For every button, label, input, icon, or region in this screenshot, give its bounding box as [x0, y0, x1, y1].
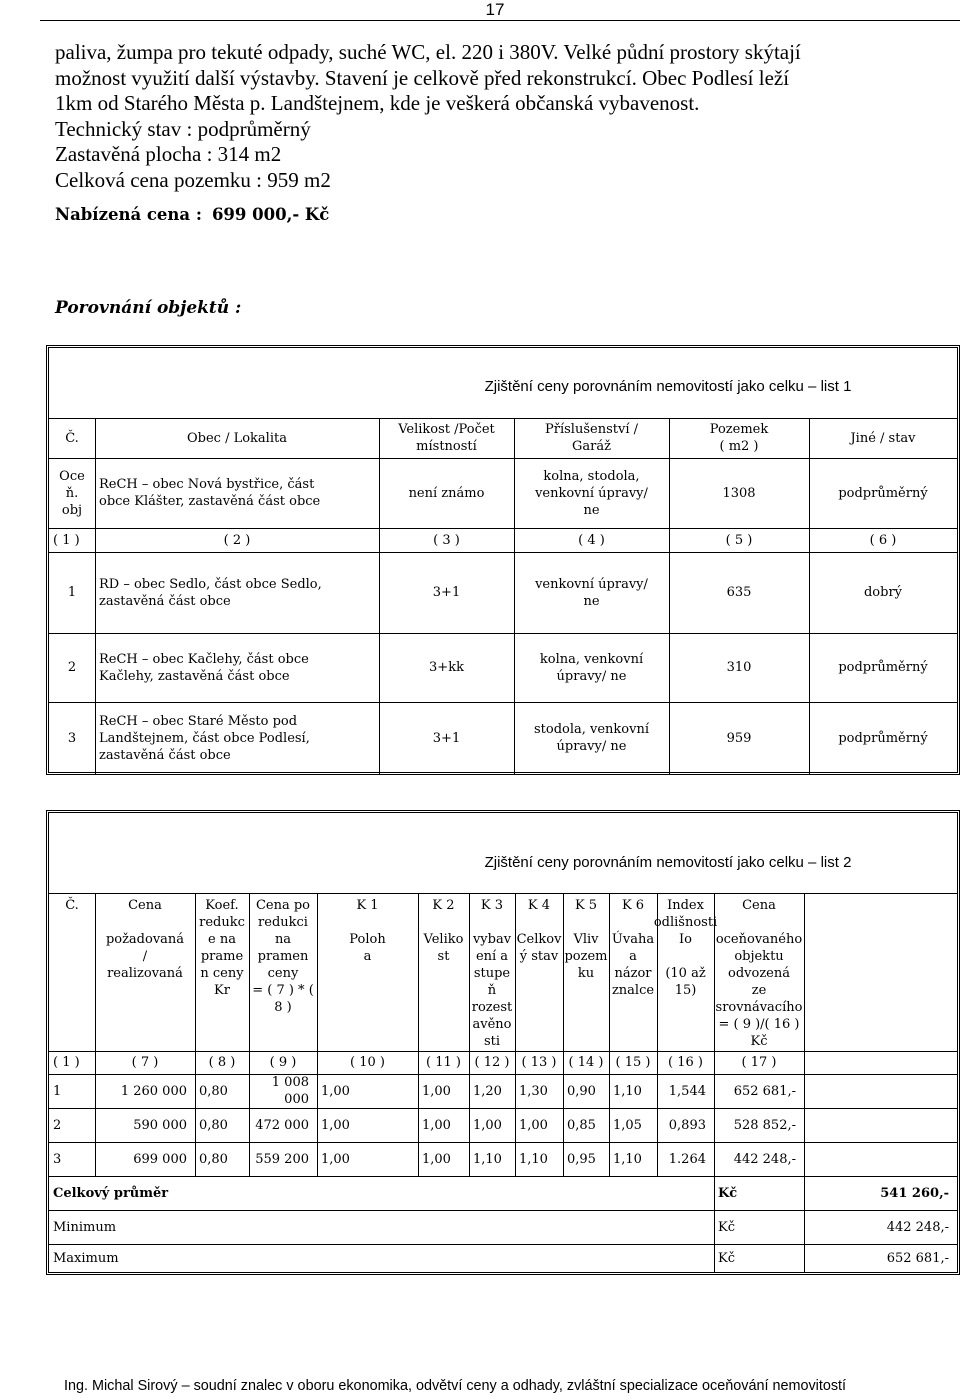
- table-2-header-cell: Cena požadovaná / realizovaná: [105, 898, 185, 981]
- table-2-data-cell: 1,20: [473, 1083, 502, 1099]
- table-1-data-cell: 3: [67, 730, 77, 746]
- table-2-column-number: ( 10 ): [350, 1055, 385, 1070]
- table-2-column-number: ( 16 ): [668, 1055, 703, 1070]
- table-2-data-cell: 1,544: [668, 1083, 706, 1099]
- table-1-column-number: ( 2 ): [223, 532, 251, 548]
- table-2-data-cell: 1: [53, 1083, 62, 1099]
- table-1-subject-cell: Oce ň. obj: [59, 468, 85, 518]
- table-1-data-cell: 3+1: [432, 585, 461, 600]
- table-2-data-cell: 652 681,-: [733, 1083, 796, 1099]
- table-1-data-cell: ReCH – obec Kačlehy, část obce Kačlehy, zastavěná část obce: [99, 651, 309, 684]
- table-2-data-cell: 3: [53, 1151, 62, 1167]
- table-1-data-cell: dobrý: [863, 585, 903, 600]
- intro-text: [55, 40, 960, 193]
- table-2-summary-label: Celkový průměr: [53, 1185, 169, 1201]
- intro-line: Celková cena pozemku : 959 m2: [55, 167, 331, 192]
- table-1-data-cell: podprůměrný: [838, 660, 928, 675]
- table-2-data-cell: 1 260 000: [120, 1083, 187, 1099]
- table-2-summary-value: 541 260,-: [880, 1185, 949, 1201]
- header-rule: [40, 20, 960, 21]
- table-2-data-cell: 1,00: [519, 1117, 548, 1133]
- table-2-column-number: ( 1 ): [53, 1055, 80, 1070]
- table-2-data-cell: 1.264: [668, 1151, 706, 1167]
- table-1-data-cell: 3+1: [432, 730, 461, 746]
- intro-line: 1km od Starého Města p. Landštejnem, kde je veškerá občanská vybavenost.: [55, 91, 700, 115]
- table-2-data-cell: 699 000: [133, 1151, 187, 1167]
- table-1-data-cell: 959: [726, 730, 752, 746]
- table-2-column-number: ( 13 ): [521, 1055, 557, 1070]
- table-2-summary-value: 442 248,-: [886, 1219, 949, 1235]
- table-1-subject-cell: ReCH – obec Nová bystřice, část obce Klášter, zastavěná část obce: [99, 477, 321, 509]
- comparison-table-list-1: [46, 345, 960, 775]
- table-1-data-cell: stodola, venkovní úpravy/ ne: [533, 722, 650, 754]
- table-2-data-cell: 1,00: [321, 1151, 350, 1167]
- table-2-data-cell: 1,00: [422, 1117, 451, 1133]
- table-1-subject-cell: kolna, stodola, venkovní úpravy/ ne: [535, 468, 648, 518]
- table-2-data-cell: 472 000: [255, 1117, 309, 1133]
- table-2-data-cell: 1,30: [519, 1083, 548, 1099]
- table-2-data-cell: 1,00: [422, 1083, 451, 1099]
- table-1-header-cell: Pozemek ( m2 ): [709, 422, 769, 454]
- table-2-summary-currency: Kč: [718, 1250, 735, 1266]
- table-2-column-number: ( 15 ): [615, 1055, 651, 1070]
- table-1-column-number: ( 6 ): [869, 532, 897, 548]
- table-2-summary-label: Maximum: [53, 1250, 119, 1266]
- table-2-data-cell: 1,00: [473, 1117, 502, 1133]
- table-1-header-cell: Příslušenství / Garáž: [545, 422, 638, 454]
- table-2-data-cell: 442 248,-: [733, 1151, 796, 1167]
- table-2-summary-currency: Kč: [718, 1185, 738, 1201]
- table-2-title: Zjištění ceny porovnáním nemovitostí jako celku – list 2: [484, 854, 852, 871]
- table-1-data-cell: ReCH – obec Staré Město pod Landštejnem, část obce Podlesí, zastavěná část obce: [99, 713, 310, 763]
- table-2-column-number: ( 17 ): [741, 1055, 777, 1070]
- compare-heading: Porovnání objektů :: [55, 298, 242, 318]
- comparison-table-list-2: [46, 810, 960, 1275]
- table-2-summary-currency: Kč: [718, 1219, 735, 1235]
- table-1-data-cell: 310: [726, 660, 752, 675]
- table-1-column-number: ( 1 ): [53, 532, 80, 548]
- table-1-subject-cell: 1308: [722, 485, 756, 501]
- table-1-data-cell: RD – obec Sedlo, část obce Sedlo, zastavěná část obce: [99, 576, 322, 609]
- table-2-column-number: ( 8 ): [208, 1055, 236, 1070]
- table-1-header-cell: Obec / Lokalita: [187, 430, 287, 446]
- table-1-column-number: ( 4 ): [578, 532, 605, 548]
- table-1-data-cell: 3+kk: [429, 660, 464, 675]
- table-2-header-cell: Koef. redukc e na prame n ceny Kr: [199, 898, 245, 998]
- table-2-data-cell: 559 200: [255, 1151, 309, 1167]
- intro-line: paliva, žumpa pro tekuté odpady, suché WC, el. 220 i 380V. Velké půdní prostory skýtají: [55, 40, 801, 64]
- table-2-data-cell: 2: [53, 1117, 62, 1133]
- table-grid-line: [804, 893, 805, 1176]
- table-1-data-cell: 2: [67, 660, 77, 675]
- table-2-header-cell: K 2 Veliko st: [423, 898, 464, 964]
- table-2-data-cell: 0,80: [199, 1083, 228, 1099]
- table-2-data-cell: 590 000: [133, 1117, 187, 1133]
- table-1-column-number: ( 5 ): [725, 532, 753, 548]
- table-2-data-cell: 0,95: [567, 1151, 596, 1167]
- table-2-data-cell: 1,00: [422, 1151, 451, 1167]
- offer-price: [55, 205, 329, 224]
- footer: Ing. Michal Sirový – soudní znalec v oboru ekonomika, odvětví ceny a odhady, zvláštní specializace oceňování nemovitostí: [64, 1378, 847, 1394]
- table-2-column-number: ( 12 ): [474, 1055, 510, 1070]
- table-2-column-number: ( 9 ): [269, 1055, 297, 1070]
- table-1-data-cell: podprůměrný: [838, 730, 928, 746]
- table-2-data-cell: 1,00: [321, 1117, 350, 1133]
- table-2-header-cell: Č.: [65, 898, 79, 913]
- table-1-header-cell: Jiné / stav: [850, 430, 916, 446]
- table-2-data-cell: 0,85: [567, 1117, 596, 1133]
- table-2-data-cell: 1,05: [613, 1117, 642, 1133]
- table-2-header-cell: Index odlišnosti Io (10 až 15): [653, 898, 718, 998]
- table-1-data-cell: kolna, venkovní úpravy/ ne: [539, 651, 644, 684]
- table-1-subject-cell: podprůměrný: [838, 485, 928, 501]
- table-2-header-cell: K 3 vybav ení a stupe ň rozest avěno sti: [471, 898, 513, 1049]
- page-number: 17: [485, 0, 505, 19]
- table-2-header-cell: K 5 Vliv pozem ku: [564, 898, 608, 981]
- table-2-column-number: ( 7 ): [131, 1055, 159, 1070]
- table-2-summary-value: 652 681,-: [886, 1250, 949, 1266]
- table-2-data-cell: 0,80: [199, 1117, 228, 1133]
- table-2-data-cell: 1,10: [613, 1083, 642, 1099]
- table-2-header-cell: Cena oceňovaného objektu odvozená ze srovnávacího = ( 9 )/( 16 ) Kč: [715, 898, 803, 1049]
- intro-line: Zastavěná plocha : 314 m2: [55, 142, 282, 166]
- intro-line: Technický stav : podprůměrný: [55, 116, 311, 141]
- table-2-data-cell: 0,80: [199, 1151, 228, 1167]
- table-2-data-cell: 1,10: [473, 1151, 502, 1167]
- table-2-header-cell: K 6 Úvaha a názor znalce: [611, 898, 655, 998]
- table-1-header-cell: Č.: [65, 430, 79, 446]
- table-2-summary-label: Minimum: [53, 1219, 117, 1235]
- table-1-column-number: ( 3 ): [433, 532, 460, 548]
- table-2-data-cell: 0,893: [668, 1117, 706, 1133]
- table-1-data-cell: 1: [67, 585, 77, 600]
- table-2-data-cell: 1,00: [321, 1083, 350, 1099]
- table-2-data-cell: 0,90: [567, 1083, 596, 1099]
- table-1-header-cell: Velikost /Počet místností: [398, 422, 495, 454]
- table-2-header-cell: Cena po redukci na pramen ceny = ( 7 ) * ( 8 ): [252, 898, 314, 1015]
- table-2-column-number: ( 14 ): [568, 1055, 604, 1070]
- table-1-subject-cell: není známo: [408, 485, 485, 501]
- table-2-header-cell: K 4 Celkov ý stav: [516, 898, 562, 964]
- offer-label: Nabízená cena :: [55, 205, 202, 224]
- intro-line: možnost využití další výstavby. Stavení je celkově před rekonstrukcí. Obec Podlesí leží: [55, 65, 790, 90]
- table-2-header-cell: K 1 Poloh a: [349, 898, 386, 964]
- offer-value: 699 000,- Kč: [211, 205, 330, 224]
- table-2-data-cell: 1 008 000: [271, 1075, 309, 1107]
- table-1-data-cell: 635: [726, 585, 752, 600]
- table-2-data-cell: 1,10: [613, 1151, 642, 1167]
- table-1-title: Zjištění ceny porovnáním nemovitostí jako celku – list 1: [484, 378, 852, 395]
- table-2-data-cell: 1,10: [519, 1151, 548, 1167]
- table-1-data-cell: venkovní úpravy/ ne: [535, 576, 648, 609]
- table-2-data-cell: 528 852,-: [733, 1117, 796, 1133]
- table-2-column-number: ( 11 ): [426, 1055, 461, 1070]
